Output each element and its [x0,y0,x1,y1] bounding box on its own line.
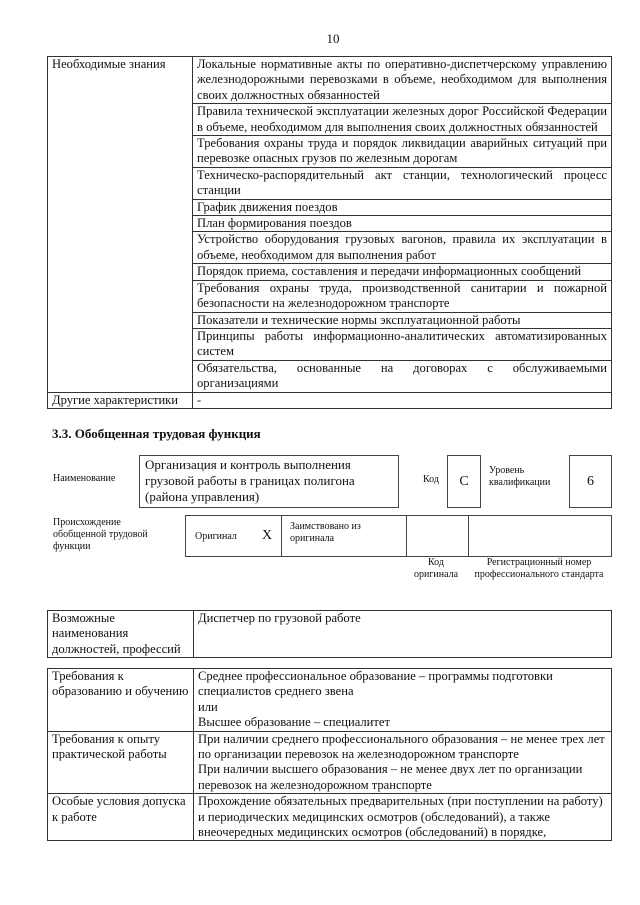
positions-label: Возможные наименования должностей, профессий [48,611,194,658]
knowledge-item: План формирования поездов [193,216,612,232]
code-label: Код [423,474,439,485]
knowledge-item: Обязательства, основанные на договорах с обслуживаемыми организациями [193,360,612,392]
education-label: Требования к образованию и обучению [48,669,194,732]
education-line: Среднее профессиональное образование – программы подготовки специалистов среднего звена [198,669,553,699]
knowledge-item: Показатели и технические нормы эксплуатационной работы [193,312,612,328]
level-value: 6 [569,455,612,508]
original-label: Оригинал [195,531,237,542]
origin-row [185,515,612,557]
knowledge-item: График движения поездов [193,199,612,215]
reg-caption: Регистрационный номер профессионального стандарта [474,557,604,580]
origin-label: Происхождение обобщенной трудовой функции [53,517,148,552]
page-number: 10 [326,31,340,46]
education-line: или [198,699,218,714]
section-heading: 3.3. Обобщенная трудовая функция [52,426,261,441]
experience-line: При наличии среднего профессионального образования – не менее трех лет по организации перевозок на железнодорожном транспорте [198,731,605,762]
name-label: Наименование [53,473,116,484]
code-value: C [447,455,481,508]
education-line: Высшее образование – специалитет [198,715,391,730]
borrowed-label: Заимствовано из оригинала [290,521,361,544]
knowledge-table [47,56,612,409]
original-mark: X [262,528,273,543]
experience-line: При наличии высшего образования – не менее двух лет по организации перевозок на железнодорожном транспорте [198,762,583,792]
knowledge-item: Требования охраны труда и порядок ликвидации аварийных ситуаций при перевозке опасных грузов по железным дорогам [193,136,612,168]
requirements-table [47,668,612,841]
level-label: Уровень квалификации [489,465,551,488]
positions-table [47,610,612,658]
admission-label: Особые условия допуска к работе [48,794,194,841]
other-value: - [193,392,612,408]
knowledge-item: Техническо-распорядительный акт станции, технологический процесс станции [193,167,612,199]
knowledge-item: Правила технической эксплуатации железных дорог Российской Федерации в объеме, необходимом для выполнения своих должностных обязанностей [193,104,612,136]
positions-value: Диспетчер по грузовой работе [194,611,612,658]
admission-line: Прохождение обязательных предварительных (при поступлении на работу) и периодических медицинских осмотров (обследований), а также внеочередных медицинских осмотров (обследований) в порядке, [198,794,603,840]
code-caption: Код оригинала [413,557,459,580]
name-value: Организация и контроль выполнения грузовой работы в границах полигона (района управления) [139,455,399,508]
knowledge-item: Порядок приема, составления и передачи информационных сообщений [193,264,612,280]
experience-label: Требования к опыту практической работы [48,731,194,794]
knowledge-item: Локальные нормативные акты по оперативно-диспетчерскому управлению железнодорожными перевозками в объеме, необходимом для выполнения своих должностных обязанностей [193,57,612,104]
knowledge-item: Принципы работы информационно-аналитических автоматизированных систем [193,328,612,360]
other-label: Другие характеристики [48,392,193,408]
knowledge-item: Требования охраны труда, производственной санитарии и пожарной безопасности на железнодорожном транспорте [193,280,612,312]
knowledge-item: Устройство оборудования грузовых вагонов, правила их эксплуатации в объеме, необходимом для выполнения работ [193,232,612,264]
knowledge-label: Необходимые знания [48,57,193,393]
